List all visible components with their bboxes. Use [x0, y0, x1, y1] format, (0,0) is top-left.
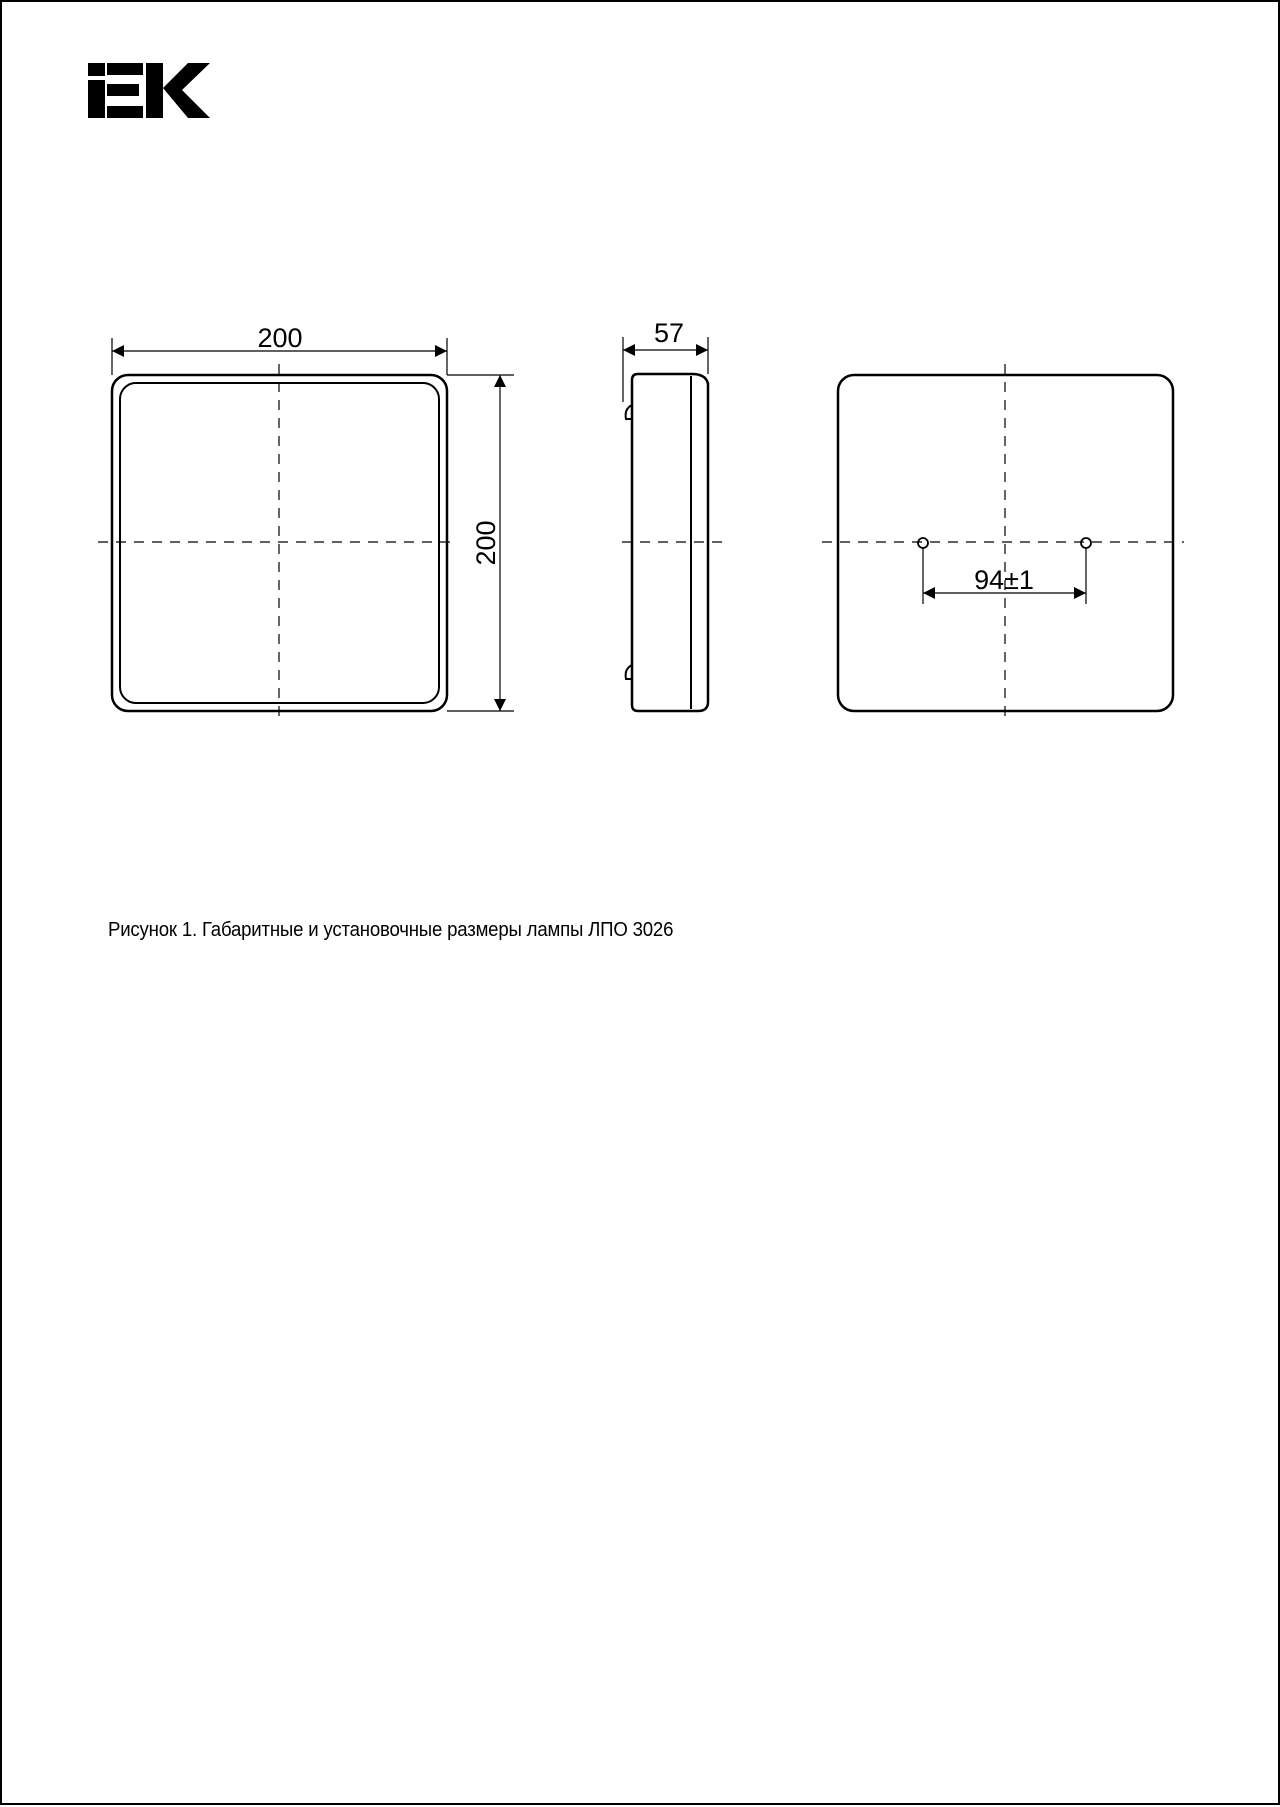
side-view — [622, 337, 722, 711]
mount-spacing-label: 94±1 — [974, 565, 1034, 595]
iek-logo-icon — [88, 63, 210, 118]
mount-hole-right — [1081, 538, 1091, 548]
technical-drawing — [2, 2, 1280, 1807]
figure-caption: Рисунок 1. Габаритные и установочные размеры лампы ЛПО 3026 — [108, 919, 674, 941]
back-view — [822, 364, 1184, 724]
front-width-label: 200 — [257, 323, 303, 353]
front-height-label: 200 — [471, 520, 501, 566]
front-center-lines — [98, 364, 457, 722]
side-depth-label: 57 — [653, 318, 685, 348]
front-view — [98, 338, 514, 722]
mount-hole-left — [918, 538, 928, 548]
back-center-lines — [822, 364, 1184, 724]
